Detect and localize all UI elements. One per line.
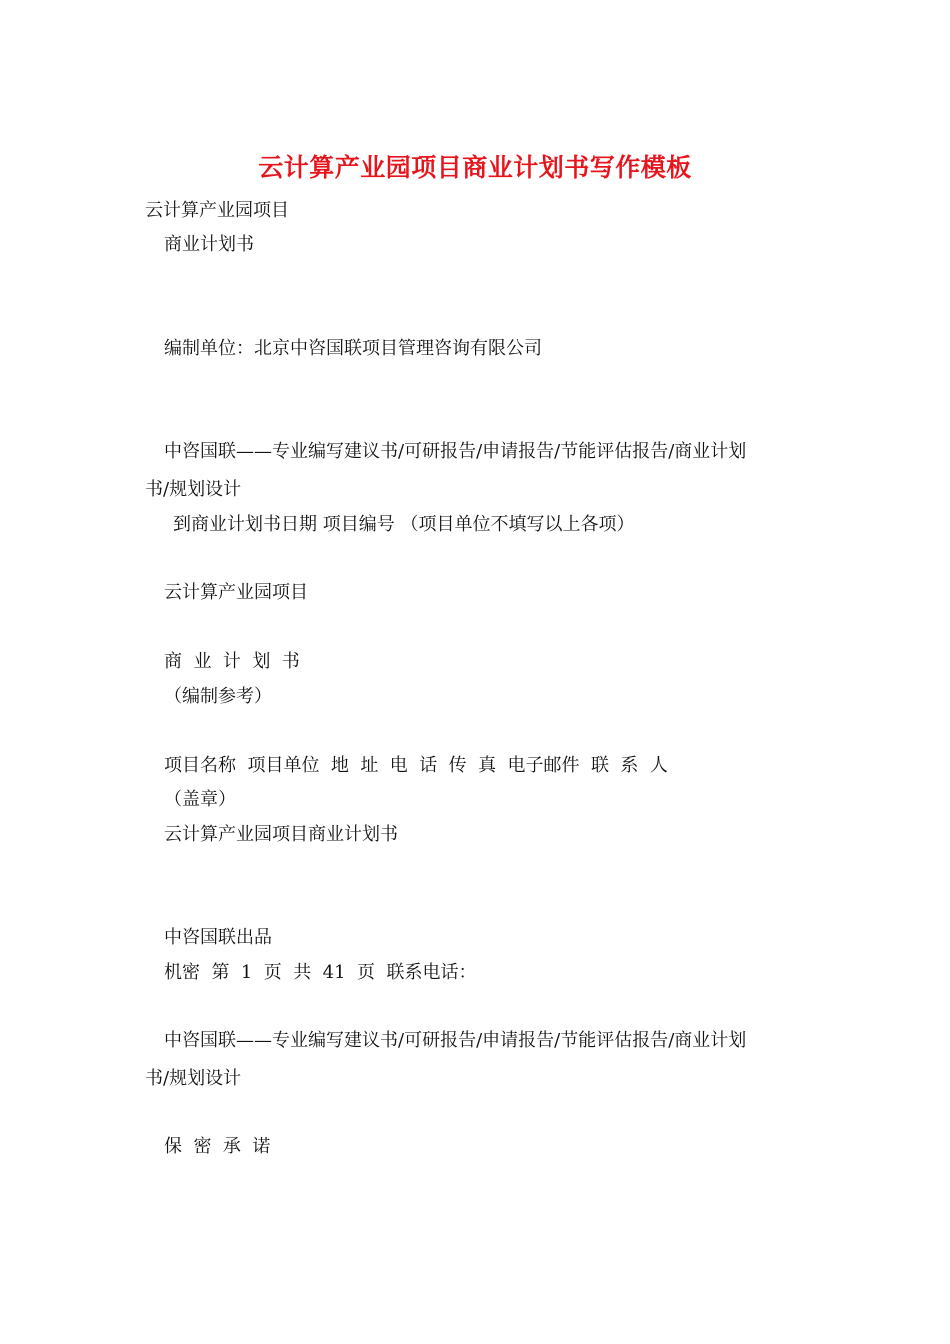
publisher-line: 中咨国联出品 [164,927,272,948]
service-ad-line-cont: 书/规划设计 [145,479,242,500]
project-name-line: 云计算产业园项目 [145,200,289,221]
cover-business-plan: 商 业 计 划 书 [164,651,300,672]
document-title: 云计算产业园项目商业计划书写作模板 [258,153,692,182]
confidentiality-heading: 保 密 承 诺 [164,1136,271,1157]
confidential-page-line: 机密 第 1 页 共 41 页 联系电话： [164,962,477,983]
service-ad-line: 中咨国联——专业编写建议书/可研报告/申请报告/节能评估报告/商业计划 [164,441,747,462]
compiler-line: 编制单位：北京中咨国联项目管理咨询有限公司 [164,338,542,359]
date-number-line: 到商业计划书日期 项目编号 （项目单位不填写以上各项） [173,514,635,535]
service-ad-line-2: 中咨国联——专业编写建议书/可研报告/申请报告/节能评估报告/商业计划 [164,1030,747,1051]
cover-project-name: 云计算产业园项目 [164,582,308,603]
seal-note: （盖章） [164,789,236,810]
reference-note: （编制参考） [164,686,272,707]
service-ad-line-2-cont: 书/规划设计 [145,1068,242,1089]
full-title-line: 云计算产业园项目商业计划书 [164,824,398,845]
business-plan-line: 商业计划书 [164,234,254,255]
project-info-fields: 项目名称 项目单位 地 址 电 话 传 真 电子邮件 联 系 人 [164,755,668,776]
